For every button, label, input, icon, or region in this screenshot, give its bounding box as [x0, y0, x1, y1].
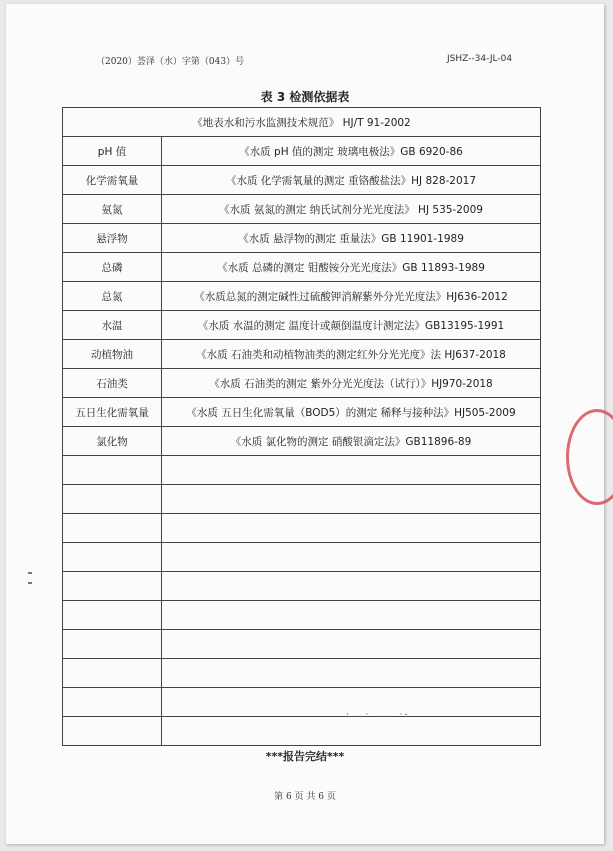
item-name-cell: 动植物油: [63, 340, 162, 369]
table-row: [63, 224, 541, 253]
table-row: [63, 108, 541, 137]
empty-cell: [162, 601, 541, 630]
table-row: [63, 137, 541, 166]
table-row: [63, 311, 541, 340]
table-title: 表 3 检测依据表: [260, 90, 350, 104]
method-cell: 《水质总氮的测定碱性过硫酸钾消解紫外分光光度法》HJ636-2012: [162, 282, 541, 311]
method-cell: 《水质 悬浮物的测定 重量法》GB 11901-1989: [162, 224, 541, 253]
end-note: ***报告完结***: [265, 750, 345, 763]
empty-cell: [63, 543, 162, 572]
item-name-cell: 五日生化需氧量: [63, 398, 162, 427]
blank-row: [63, 688, 541, 717]
item-name-cell: 悬浮物: [63, 224, 162, 253]
item-name-cell: 总磷: [63, 253, 162, 282]
empty-cell: [162, 456, 541, 485]
blank-row: [63, 572, 541, 601]
blank-row: [63, 543, 541, 572]
blank-row: [63, 717, 541, 746]
table-row: [63, 340, 541, 369]
item-name-cell: 氯化物: [63, 427, 162, 456]
empty-cell: [63, 456, 162, 485]
table-row: [63, 369, 541, 398]
method-cell: 《水质 氯化物的测定 硝酸银滴定法》GB11896-89: [162, 427, 541, 456]
item-name-cell: 水温: [63, 311, 162, 340]
empty-cell: [63, 572, 162, 601]
standard-cell: 《地表水和污水监测技术规范》 HJ/T 91-2002: [63, 108, 541, 137]
blank-row: [63, 456, 541, 485]
empty-cell: [63, 601, 162, 630]
document-code: JSHZ--34-JL-04: [447, 54, 513, 64]
blank-row: [63, 485, 541, 514]
seal-stamp: [566, 409, 613, 505]
margin-mark: [28, 572, 32, 574]
item-name-cell: pH 值: [63, 137, 162, 166]
empty-cell: [63, 630, 162, 659]
empty-cell: [162, 659, 541, 688]
table-row: [63, 398, 541, 427]
page-number: 第 6 页 共 6 页: [274, 792, 336, 802]
report-number: （2020）荟泽（水）字第（043）号: [96, 57, 245, 67]
method-cell: 《水质 水温的测定 温度计或颠倒温度计测定法》GB13195-1991: [162, 311, 541, 340]
method-cell: 《水质 总磷的测定 钼酸铵分光光度法》GB 11893-1989: [162, 253, 541, 282]
basis-table: [62, 107, 541, 746]
table-row: [63, 253, 541, 282]
empty-cell: [162, 717, 541, 746]
item-name-cell: 石油类: [63, 369, 162, 398]
method-cell: 《水质 化学需氧量的测定 重铬酸盐法》HJ 828-2017: [162, 166, 541, 195]
table-row: [63, 195, 541, 224]
blank-row: [63, 630, 541, 659]
table-row: [63, 427, 541, 456]
empty-cell: [162, 543, 541, 572]
method-cell: 《水质 氨氮的测定 纳氏试剂分光光度法》 HJ 535-2009: [162, 195, 541, 224]
blank-row: [63, 601, 541, 630]
empty-cell: [63, 659, 162, 688]
empty-cell: [162, 572, 541, 601]
margin-mark: [28, 582, 32, 584]
table-row: [63, 282, 541, 311]
empty-cell: [63, 514, 162, 543]
item-name-cell: 化学需氧量: [63, 166, 162, 195]
empty-cell: [162, 514, 541, 543]
item-name-cell: 氨氮: [63, 195, 162, 224]
document-page: [6, 4, 604, 844]
empty-cell: [63, 688, 162, 717]
empty-cell: [63, 485, 162, 514]
method-cell: 《水质 pH 值的测定 玻璃电极法》GB 6920-86: [162, 137, 541, 166]
empty-cell: [162, 485, 541, 514]
empty-cell: [63, 717, 162, 746]
empty-cell: [162, 630, 541, 659]
handwritten-scribble: · . · . .. ·-: [346, 710, 410, 720]
blank-row: [63, 659, 541, 688]
method-cell: 《水质 石油类的测定 紫外分光光度法（试行）》HJ970-2018: [162, 369, 541, 398]
item-name-cell: 总氮: [63, 282, 162, 311]
method-cell: 《水质 五日生化需氧量（BOD5）的测定 稀释与接种法》HJ505-2009: [162, 398, 541, 427]
method-cell: 《水质 石油类和动植物油类的测定红外分光光度》法 HJ637-2018: [162, 340, 541, 369]
blank-row: [63, 514, 541, 543]
table-row: [63, 166, 541, 195]
